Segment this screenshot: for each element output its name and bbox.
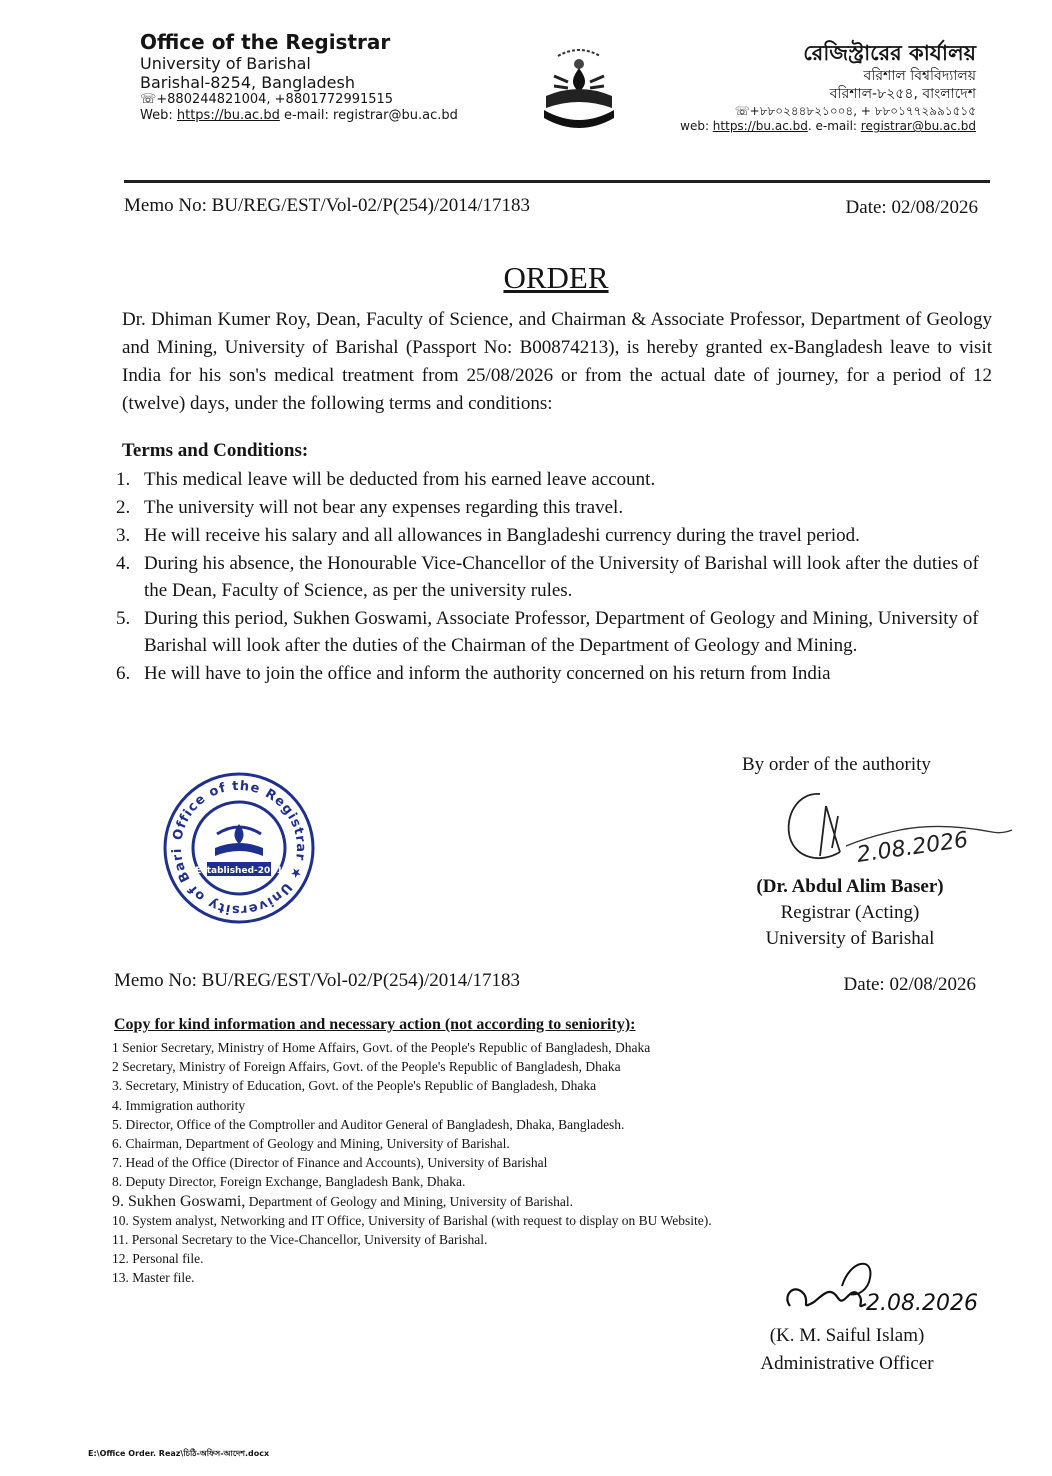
term-item [116, 494, 992, 521]
registrar-name: (Dr. Abdul Alim Baser) [756, 876, 944, 897]
web-label: Web: [140, 107, 177, 123]
recipient-item: 4. Immigration authority [112, 1097, 246, 1113]
registrar-signature [780, 786, 1030, 876]
header-right [680, 40, 976, 135]
copy-recipient-list [112, 1038, 872, 1288]
term-number: 1. [116, 469, 131, 490]
recipient-item: 11. Personal Secretary to the Vice-Chancellor, University of Barishal. [112, 1232, 488, 1248]
term-number: 5. [116, 608, 131, 629]
term-text: During this period, Sukhen Goswami, Associate Professor, Department of Geology and Mining, University of Barishal will look after the duties of the Chairman of the Department of Geology and Mining. [144, 608, 979, 656]
registrar-designation: Registrar (Acting) [780, 902, 920, 923]
term-number: 6. [116, 663, 131, 684]
web-label: web: [680, 119, 713, 134]
svg-text:2.08.2026: 2.08.2026 [866, 1291, 978, 1316]
official-seal [157, 761, 315, 924]
terms-list [116, 466, 992, 688]
term-item [116, 522, 992, 549]
recipient-item: 7. Head of the Office (Director of Finance and Accounts), University of Barishal [112, 1155, 548, 1171]
recipient-item [112, 1192, 872, 1211]
copy-memo-number: Memo No: BU/REG/EST/Vol-02/P(254)/2014/17183 [114, 970, 521, 991]
registrar-block [720, 874, 980, 952]
memo-number: Memo No: BU/REG/EST/Vol-02/P(254)/2014/17183 [124, 195, 531, 216]
email-link[interactable]: registrar@bu.ac.bd [860, 119, 976, 134]
header-divider [124, 180, 990, 183]
order-body: Dr. Dhiman Kumer Roy, Dean, Faculty of Science, and Chairman & Associate Professor, Department of Geology and Mining, University of Barishal (Passport No: B00874213), is hereby granted ex-Bangladesh leave to visit India for his son's medical treatment from 25/08/2026 or from the actual date of journey, for a period of 12 (twelve) days, under the following terms and conditions: [122, 309, 992, 414]
administrative-officer-designation: Administrative Officer [760, 1353, 934, 1374]
svg-text:2.08.2026: 2.08.2026 [855, 827, 970, 868]
recipient-item: 6. Chairman, Department of Geology and Mining, University of Barishal. [112, 1136, 510, 1152]
address: Barishal-8254, Bangladesh [140, 73, 355, 93]
web-email-line-bengali [680, 119, 976, 135]
web-link[interactable]: https://bu.ac.bd [176, 107, 280, 123]
term-text: He will have to join the office and inform the authority concerned on his return from India [144, 663, 831, 684]
email-label: e-mail: [279, 107, 334, 123]
recipient-item: 2 Secretary, Ministry of Foreign Affairs, Govt. of the People's Republic of Bangladesh, Dhaka [112, 1059, 621, 1075]
recipient-item: 5. Director, Office of the Comptroller and Auditor General of Bangladesh, Dhaka, Bangladesh. [112, 1116, 625, 1132]
university-logo [536, 42, 622, 128]
seal-established: Established-2011 [195, 866, 283, 876]
recipient-item: 12. Personal file. [112, 1251, 204, 1267]
term-number: 3. [116, 525, 131, 546]
copy-memo-date: Date: 02/08/2026 [843, 974, 976, 995]
by-order-line: By order of the authority [742, 754, 931, 775]
administrative-officer-block [732, 1322, 962, 1378]
term-text: This medical leave will be deducted from his earned leave account. [144, 469, 656, 490]
email-link[interactable]: registrar@bu.ac.bd [333, 107, 458, 123]
term-text: He will receive his salary and all allowances in Bangladeshi currency during the travel period. [144, 525, 860, 546]
university-name-bengali: বরিশাল বিশ্ববিদ্যালয় [863, 68, 976, 85]
term-item [116, 660, 992, 687]
administrative-officer-signature [770, 1256, 1030, 1326]
memo-date: Date: 02/08/2026 [845, 197, 978, 218]
term-text: The university will not bear any expenses regarding this travel. [144, 497, 624, 518]
phone-numbers-bengali: ☏+৮৮০২৪৪৮২১০০৪, + ৮৮০১৭৭২৯৯১৫১৫ [734, 103, 976, 118]
web-email-line [140, 108, 458, 124]
terms-heading: Terms and Conditions: [122, 440, 309, 461]
registrar-institution: University of Barishal [765, 928, 935, 949]
term-item [116, 550, 992, 604]
recipient-detail: Department of Geology and Mining, University of Barishal. [245, 1193, 574, 1209]
term-item [116, 605, 992, 659]
term-number: 2. [116, 497, 131, 518]
email-label: . e-mail: [807, 119, 861, 134]
recipient-item: 10. System analyst, Networking and IT Office, University of Barishal (with request to display on BU Website). [112, 1212, 712, 1228]
administrative-officer-name: (K. M. Saiful Islam) [769, 1325, 925, 1346]
recipient-item: 1 Senior Secretary, Ministry of Home Affairs, Govt. of the People's Republic of Bangladesh, Dhaka [112, 1040, 651, 1055]
term-text: During his absence, the Honourable Vice-Chancellor of the University of Barishal will look after the duties of the Dean, Faculty of Science, as per the university rules. [144, 553, 979, 601]
copy-heading: Copy for kind information and necessary action (not according to seniority): [114, 1016, 636, 1033]
term-number: 4. [116, 553, 131, 574]
recipient-name: 9. Sukhen Goswami, [112, 1192, 246, 1210]
term-item [116, 466, 992, 493]
phone-numbers: ☏+880244821004, +8801772991515 [140, 92, 394, 108]
header-left [140, 30, 458, 124]
footer-file-path: E:\Office Order. Reaz\চিঠি-অফিস-আদেশ.docx [88, 1449, 270, 1458]
web-link[interactable]: https://bu.ac.bd [712, 119, 808, 134]
order-title: ORDER [503, 260, 609, 295]
university-name: University of Barishal [140, 54, 311, 73]
address-bengali: বরিশাল-৮২৫৪, বাংলাদেশ [829, 86, 976, 103]
recipient-item: 13. Master file. [112, 1270, 195, 1286]
recipient-item: 8. Deputy Director, Foreign Exchange, Bangladesh Bank, Dhaka. [112, 1174, 466, 1190]
office-title-bengali: রেজিস্ট্রারের কার্যালয় [803, 41, 976, 65]
seal-ring-text: Office of the Registrar ★ University of Barishal, Bangladesh [157, 761, 309, 918]
office-title: Office of the Registrar [140, 30, 391, 54]
recipient-item: 3. Secretary, Ministry of Education, Govt. of the People's Republic of Bangladesh, Dhaka [112, 1078, 597, 1094]
